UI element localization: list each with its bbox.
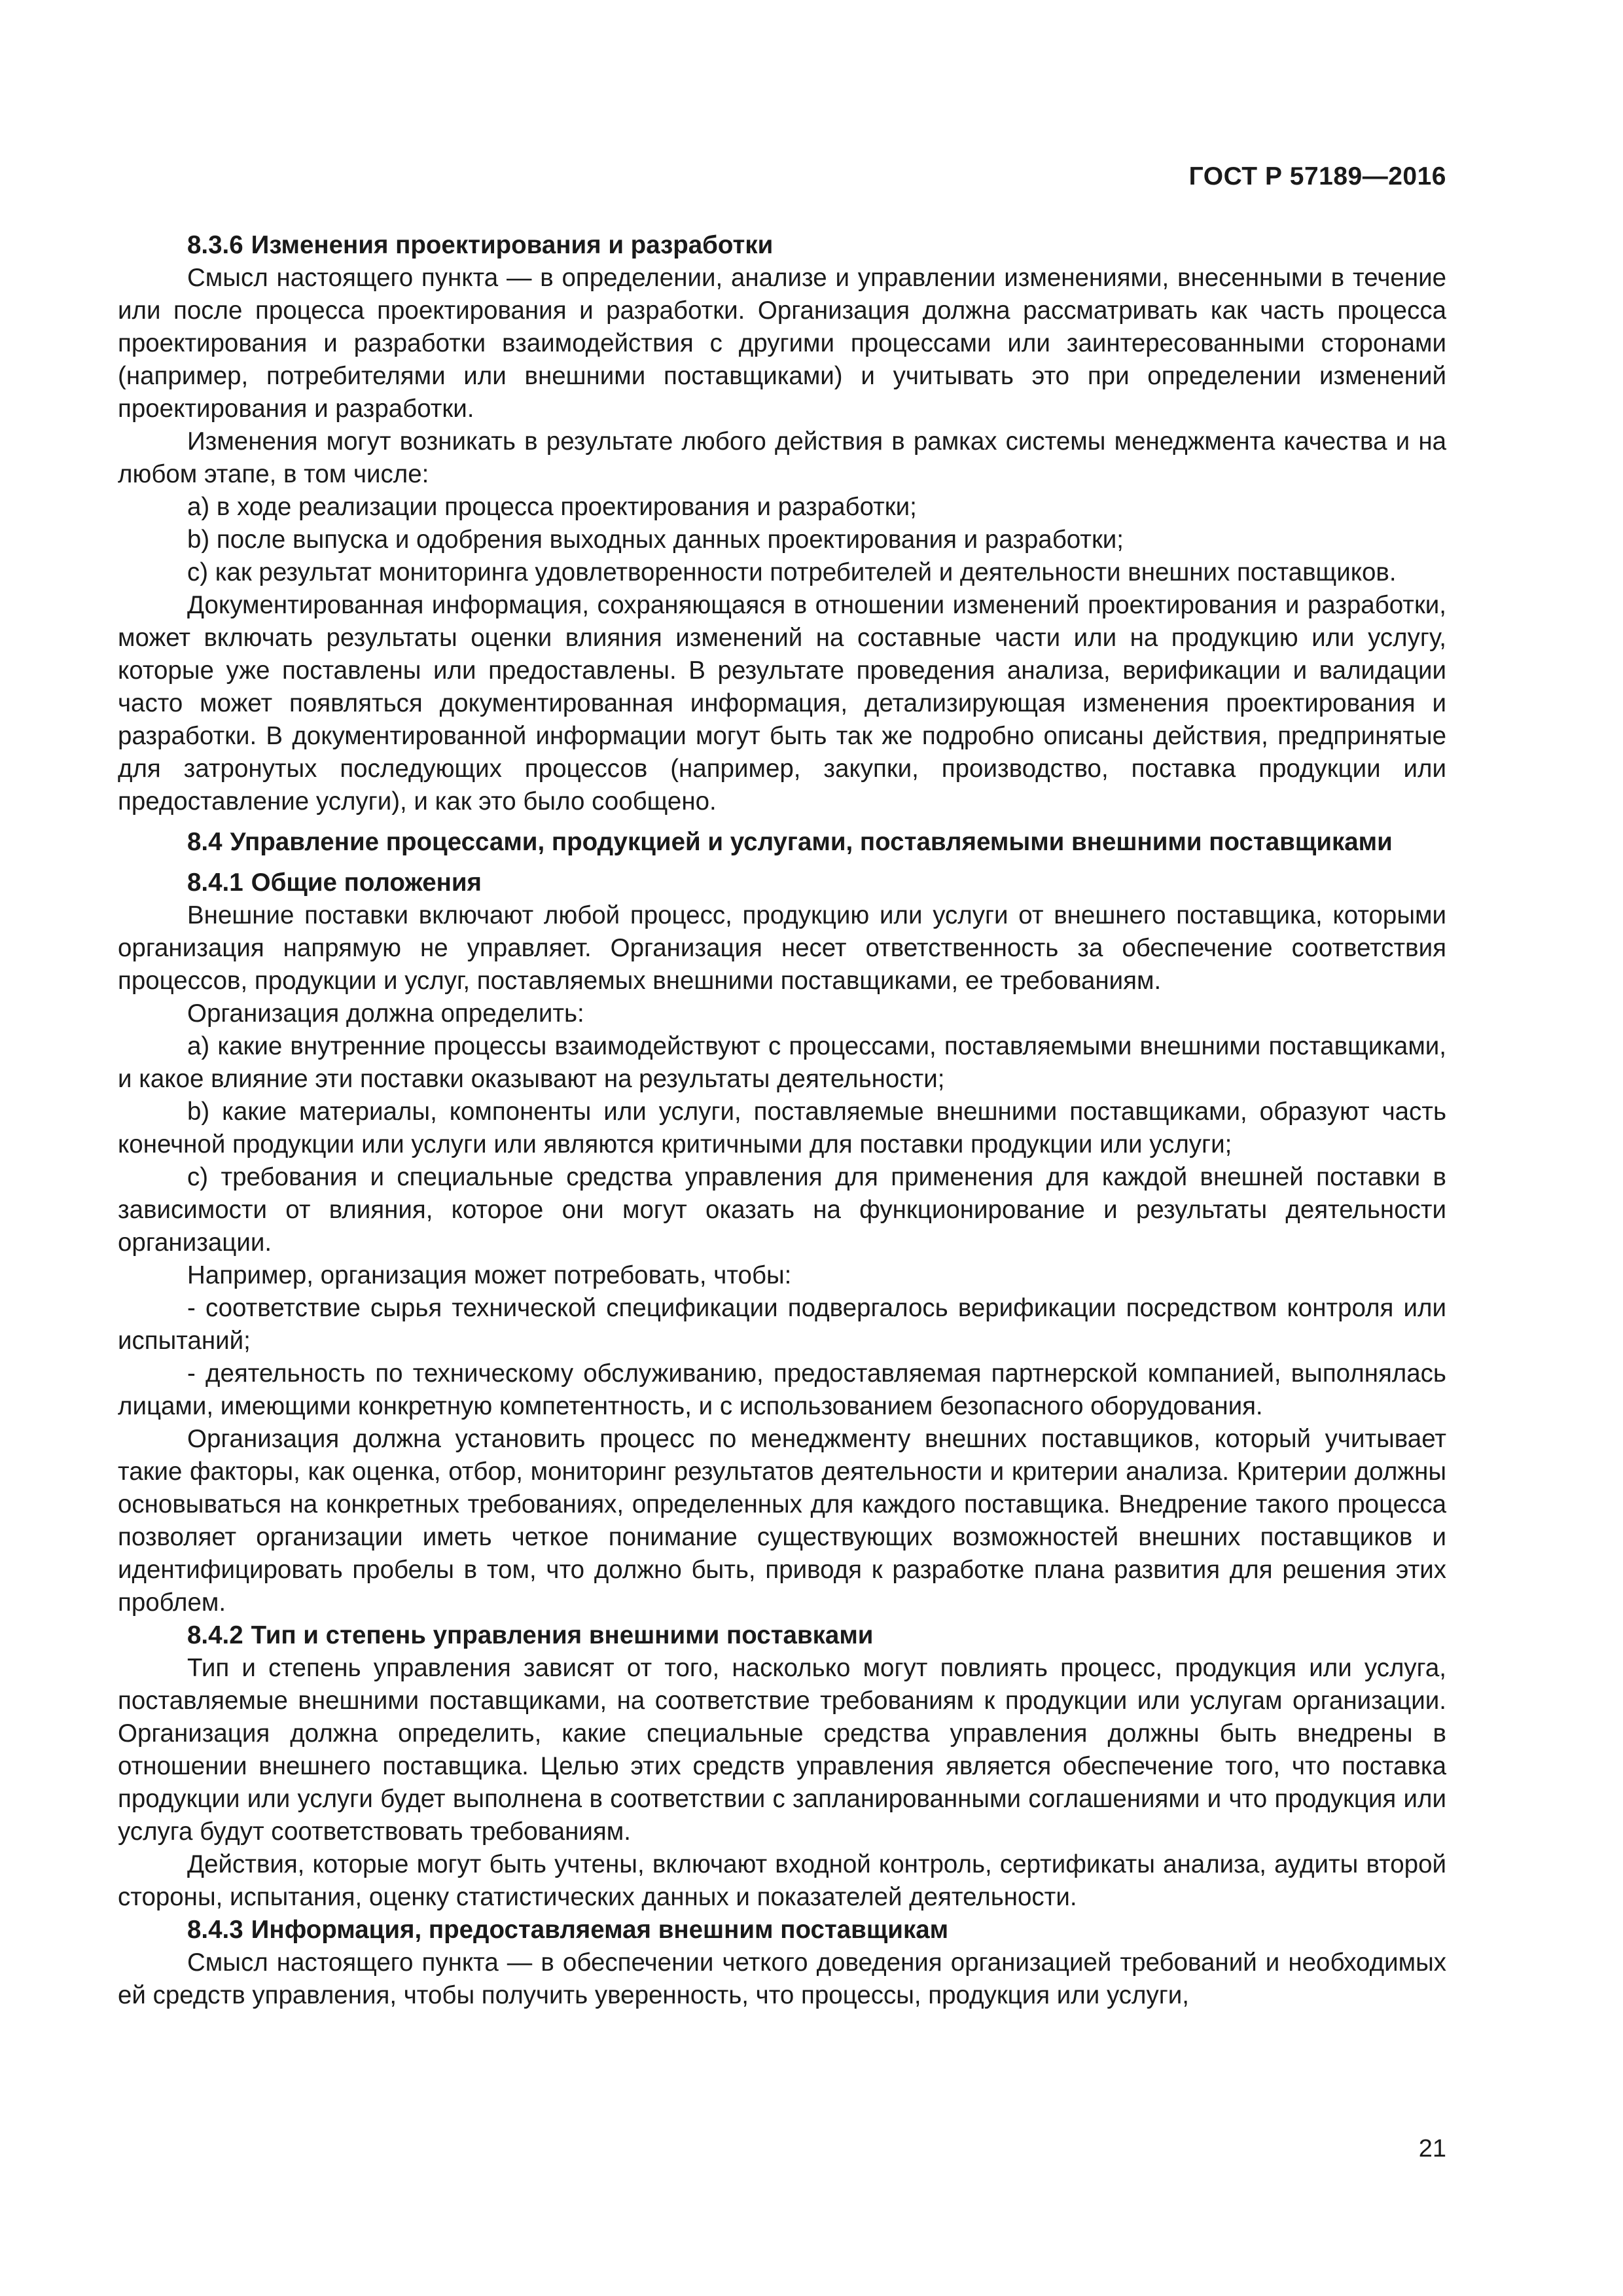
paragraph: Изменения могут возникать в результате любого действия в рамках системы менеджмента качества и на любом этапе, в том числе: bbox=[118, 427, 1446, 488]
paragraph: Смысл настоящего пункта — в определении, анализе и управлении изменениями, внесенными в течение или после процесса проектирования и разработки. Организация должна рассматривать как часть процесса проектирования и разработки взаимодействия с другими процессами или заинтересованными сторонами (например, потребителями или внешними поставщиками) и учитывать это при определении изменений проектирования и разработки. bbox=[118, 264, 1446, 423]
section-number: 8.4.2 bbox=[187, 1621, 243, 1649]
section-title: Информация, предоставляемая внешним поставщикам bbox=[251, 1916, 949, 1944]
section-heading-8-4-3 bbox=[118, 1914, 1446, 1946]
document-page bbox=[118, 0, 1446, 2296]
section-number: 8.4.3 bbox=[187, 1916, 243, 1944]
page-number: 21 bbox=[1418, 2135, 1446, 2162]
paragraph: Организация должна установить процесс по менеджменту внешних поставщиков, который учитывает такие факторы, как оценка, отбор, мониторинг результатов деятельности и критерии анализа. Критерии должны основываться на конкретных требованиях, определенных для каждого поставщика. Внедрение такого процесса позволяет организации иметь четкое понимание существующих возможностей внешних поставщиков и идентифицировать пробелы в том, что должно быть, приводя к разработке плана развития для решения этих проблем. bbox=[118, 1425, 1446, 1617]
section-title: Изменения проектирования и разработки bbox=[251, 231, 774, 259]
list-item: a) какие внутренние процессы взаимодействуют с процессами, поставляемыми внешними поставщиками, и какое влияние эти поставки оказывают на результаты деятельности; bbox=[118, 1032, 1446, 1093]
section-title: Тип и степень управления внешними поставками bbox=[251, 1621, 874, 1649]
document-body bbox=[118, 229, 1446, 2012]
section-title: Общие положения bbox=[251, 869, 482, 897]
paragraph: Внешние поставки включают любой процесс, продукцию или услуги от внешнего поставщика, которыми организация напрямую не управляет. Организация несет ответственность за обеспечение соответствия процессов, продукции и услуг, поставляемых внешними поставщиками, ее требованиям. bbox=[118, 901, 1446, 995]
section-heading-8-4-1 bbox=[118, 867, 1446, 899]
section-title: Управление процессами, продукцией и услугами, поставляемыми внешними поставщиками bbox=[230, 828, 1393, 856]
list-item: - деятельность по техническому обслуживанию, предоставляемая партнерской компанией, выполнялась лицами, имеющими конкретную компетентность, и с использованием безопасного оборудования. bbox=[118, 1359, 1446, 1420]
list-item: a) в ходе реализации процесса проектирования и разработки; bbox=[187, 493, 917, 521]
list-item: c) как результат мониторинга удовлетворенности потребителей и деятельности внешних поставщиков. bbox=[187, 558, 1397, 586]
list-item: - соответствие сырья технической спецификации подвергалось верификации посредством контроля или испытаний; bbox=[118, 1294, 1446, 1355]
section-number: 8.4.1 bbox=[187, 869, 243, 897]
paragraph: Действия, которые могут быть учтены, включают входной контроль, сертификаты анализа, аудиты второй стороны, испытания, оценку статистических данных и показателей деятельности. bbox=[118, 1850, 1446, 1911]
paragraph: Например, организация может потребовать, чтобы: bbox=[187, 1261, 792, 1289]
section-number: 8.3.6 bbox=[187, 231, 243, 259]
paragraph: Организация должна определить: bbox=[187, 999, 584, 1028]
section-heading-8-4-2 bbox=[118, 1619, 1446, 1652]
paragraph: Документированная информация, сохраняющаяся в отношении изменений проектирования и разработки, может включать результаты оценки влияния изменений на составные части или на продукцию или услугу, которые уже поставлены или предоставлены. В результате проведения анализа, верификации и валидации часто может появляться документированная информация, детализирующая изменения проектирования и разработки. В документированной информации могут быть так же подробно описаны действия, предпринятые для затронутых последующих процессов (например, закупки, производство, поставка продукции или предоставление услуги), и как это было сообщено. bbox=[118, 591, 1446, 816]
document-id: ГОСТ Р 57189—2016 bbox=[1188, 162, 1446, 190]
section-heading-8-3-6 bbox=[118, 229, 1446, 262]
list-item: b) какие материалы, компоненты или услуги, поставляемые внешними поставщиками, образуют часть конечной продукции или услуги или являются критичными для поставки продукции или услуги; bbox=[118, 1098, 1446, 1158]
section-heading-8-4 bbox=[118, 826, 1446, 859]
list-item: b) после выпуска и одобрения выходных данных проектирования и разработки; bbox=[187, 526, 1124, 554]
paragraph: Тип и степень управления зависят от того, насколько могут повлиять процесс, продукция или услуга, поставляемые внешними поставщиками, на соответствие требованиям к продукции или услугам организации. Организация должна определить, какие специальные средства управления должны быть внедрены в отношении внешнего поставщика. Целью этих средств управления является обеспечение того, что поставка продукции или услуги будет выполнена в соответствии с запланированными соглашениями и что продукция или услуга будут соответствовать требованиям. bbox=[118, 1654, 1446, 1846]
paragraph: Смысл настоящего пункта — в обеспечении четкого доведения организацией требований и необходимых ей средств управления, чтобы получить уверенность, что процессы, продукция или услуги, bbox=[118, 1948, 1446, 2009]
list-item: c) требования и специальные средства управления для применения для каждой внешней поставки в зависимости от влияния, которое они могут оказать на функционирование и результаты деятельности организации. bbox=[118, 1163, 1446, 1257]
section-number: 8.4 bbox=[187, 828, 223, 856]
